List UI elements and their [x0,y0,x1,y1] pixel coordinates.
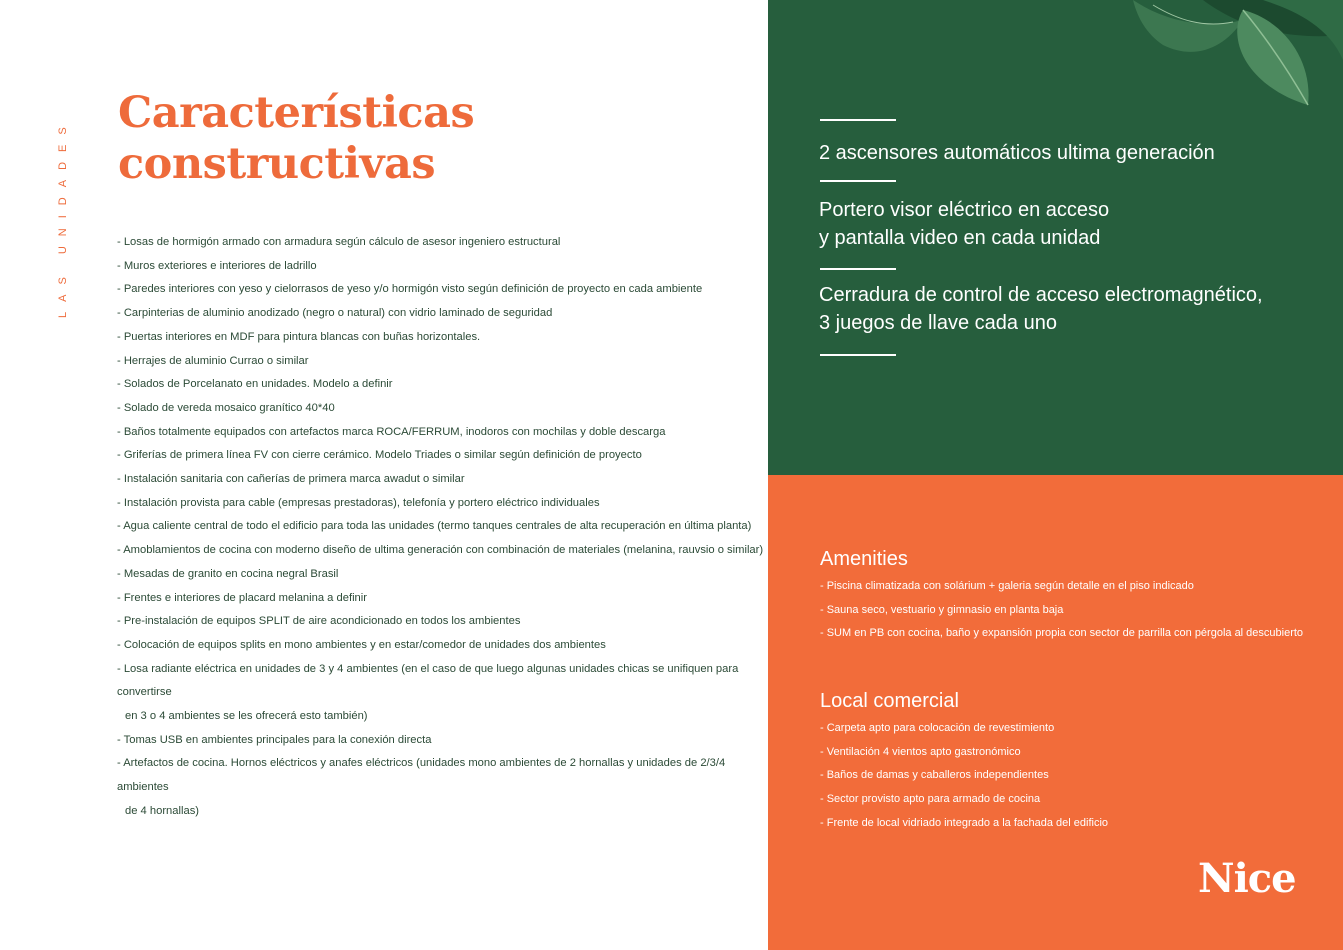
list-item: - Frentes e interiores de placard melanina a definir [117,591,367,604]
highlight-portero [819,196,1319,252]
highlight-portero-line2: y pantalla video en cada unidad [819,227,1101,249]
list-item: - Solados de Porcelanato en unidades. Modelo a definir [117,378,393,391]
divider [820,354,896,356]
list-item: - Carpinterias de aluminio anodizado (negro o natural) con vidrio laminado de seguridad [117,307,553,320]
list-item: - Piscina climatizada con solárium + galeria según detalle en el piso indicado [820,580,1194,592]
list-item: - Puertas interiores en MDF para pintura blancas con buñas horizontales. [117,330,481,343]
list-item: - Baños de damas y caballeros independientes [820,769,1049,782]
list-item: - Herrajes de aluminio Currao o similar [117,354,309,367]
highlights-panel [768,0,1343,475]
list-item-line: de 4 hornallas) [125,804,200,817]
list-item: - Losas de hormigón armado con armadura según cálculo de asesor ingeniero estructural [117,236,561,248]
list-item: - Carpeta apto para colocación de revestimiento [820,722,1055,734]
page-title-line2: constructivas [118,139,436,189]
highlight-cerradura-line2: 3 juegos de llave cada uno [819,312,1057,334]
highlight-ascensores: 2 ascensores automáticos ultima generación [819,142,1215,164]
leaf-decoration-icon [1093,0,1343,110]
list-item: - Mesadas de granito en cocina negral Brasil [117,567,339,580]
amenities-list [820,575,1330,646]
list-item: - Amoblamientos de cocina con moderno diseño de ultima generación con combinación de materiales (melanina, rauvsio o similar) [117,544,764,557]
divider [820,268,896,270]
local-title: Local comercial [820,690,959,712]
list-item: - Frente de local vidriado integrado a la fachada del edificio [820,816,1109,829]
list-item-line: - Losa radiante eléctrica en unidades de 3 y 4 ambientes (en el caso de que luego algunas unidades chicas se unifiquen para convertirse [117,662,739,699]
divider [820,180,896,182]
list-item: - SUM en PB con cocina, baño y expansión propia con sector de parrilla con pérgola al descubierto [820,627,1304,640]
list-item: - Instalación provista para cable (empresas prestadoras), telefonía y portero eléctrico individuales [117,496,600,509]
highlight-portero-line1: Portero visor eléctrico en acceso [819,199,1110,221]
amenities-title: Amenities [820,548,908,570]
highlight-cerradura [819,281,1319,337]
list-item: - Pre-instalación de equipos SPLIT de aire acondicionado en todos los ambientes [117,615,521,628]
list-item: - Tomas USB en ambientes principales para la conexión directa [117,733,432,746]
amenities-panel [768,475,1343,950]
list-item-line: - Artefactos de cocina. Hornos eléctricos y anafes eléctricos (unidades mono ambientes de 2 hornallas y unidades de 2/3/4 ambientes [117,757,726,794]
list-item: - Ventilación 4 vientos apto gastronómico [820,745,1021,758]
list-item: - Solado de vereda mosaico granítico 40*40 [117,401,335,414]
list-item: - Griferías de primera línea FV con cierre cerámico. Modelo Triades o similar según definición de proyecto [117,449,642,462]
features-list [117,231,764,824]
page-title [118,88,678,190]
section-side-label: LAS UNIDADES [57,117,69,319]
list-item: - Colocación de equipos splits en mono ambientes y en estar/comedor de unidades dos ambientes [117,638,606,651]
page-title-line1: Características [118,88,475,138]
list-item: - Instalación sanitaria con cañerías de primera marca awadut o similar [117,473,465,486]
list-item-line: en 3 o 4 ambientes se les ofrecerá esto también) [125,710,368,723]
list-item: - Paredes interiores con yeso y cielorrasos de yeso y/o hormigón visto según definición de proyecto en cada ambiente [117,283,703,296]
divider [820,119,896,121]
list-item: - Agua caliente central de todo el edificio para toda las unidades (termo tanques centrales de alta recuperación en última planta) [117,520,752,533]
list-item: - Sector provisto apto para armado de cocina [820,793,1041,806]
local-list [820,717,1330,836]
list-item: - Baños totalmente equipados con artefactos marca ROCA/FERRUM, inodoros con mochilas y doble descarga [117,425,666,438]
list-item [117,752,757,823]
list-item: - Muros exteriores e interiores de ladrillo [117,259,317,272]
list-item [117,658,757,729]
brand-logo: Nice [1198,855,1296,902]
highlight-cerradura-line1: Cerradura de control de acceso electromagnético, [819,284,1263,306]
list-item: - Sauna seco, vestuario y gimnasio en planta baja [820,603,1064,616]
